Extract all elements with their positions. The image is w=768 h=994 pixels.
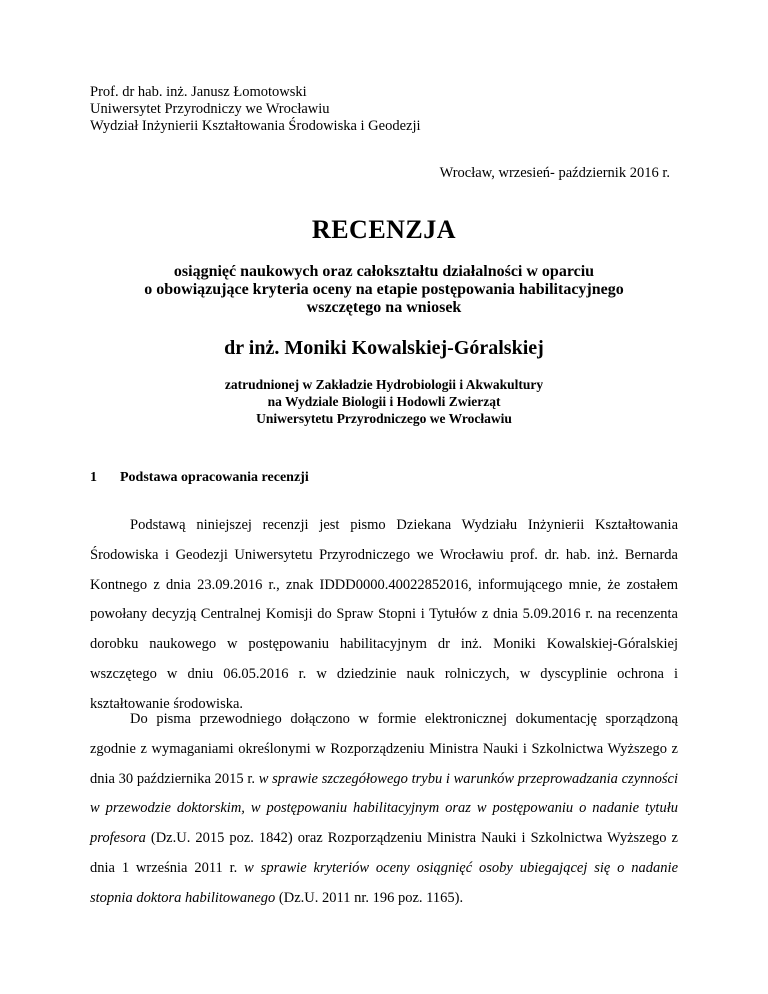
document-subtitle xyxy=(0,263,768,317)
paragraph-segment: Do pisma przewodniego dołączono w formie elektronicznej dokumentację sporządzoną zgodnie z wymaganiami określonymi w Rozporządzeniu Ministra Nauki i Szkolnictwa Wyższego z dnia 30 października 2015 r. xyxy=(90,711,678,787)
regulation-title-italic: w sprawie kryteriów oceny osiągnięć osoby ubiegającej się o nadanie stopnia doktora habilitowanego xyxy=(90,859,679,906)
subtitle-line: o obowiązujące kryteria oceny na etapie postępowania habilitacyjnego xyxy=(144,281,624,298)
author-name: Prof. dr hab. inż. Janusz Łomotowski xyxy=(90,84,307,100)
paragraph-text xyxy=(90,705,678,914)
paragraph-segment: (Dz.U. 2011 nr. 196 poz. 1165). xyxy=(275,889,464,906)
author-university: Uniwersytet Przyrodniczy we Wrocławiu xyxy=(90,101,330,117)
place-date: Wrocław, wrzesień- październik 2016 r. xyxy=(439,165,670,181)
employment-line: na Wydziale Biologii i Hodowli Zwierząt xyxy=(267,394,501,409)
candidate-employment xyxy=(0,376,768,427)
author-faculty: Wydział Inżynierii Kształtowania Środowiska i Geodezji xyxy=(90,118,421,134)
document-title: RECENZJA xyxy=(311,215,457,244)
subtitle-line: osiągnięć naukowych oraz całokształtu działalności w oparciu xyxy=(173,263,595,280)
employment-line: zatrudnionej w Zakładzie Hydrobiologii i Akwakultury xyxy=(224,377,544,392)
paragraph-2 xyxy=(90,705,678,914)
employment-line: Uniwersytetu Przyrodniczego we Wrocławiu xyxy=(256,411,512,426)
paragraph-segment: (Dz.U. 2015 poz. 1842) oraz Rozporządzeniu Ministra Nauki i Szkolnictwa Wyższego z dnia 1 września 2011 r. xyxy=(90,830,678,876)
candidate-name: dr inż. Moniki Kowalskiej-Góralskiej xyxy=(224,337,544,359)
paragraph-text: Podstawą niniejszej recenzji jest pismo Dziekana Wydziału Inżynierii Kształtowania Środowiska i Geodezji Uniwersytetu Przyrodniczego we Wrocławiu prof. dr. hab. inż. Bernarda Kontnego z dnia 23.09.2016 r., znak IDDD0000.40022852016, informującego mnie, że zostałem powołany decyzją Centralnej Komisji do Spraw Stopni i Tytułów z dnia 5.09.2016 r. na recenzenta dorobku naukowego w postępowaniu habilitacyjnym dr inż. Moniki Kowalskiej-Góralskiej wszczętego w dniu 06.05.2016 r. w dziedzinie nauk rolniczych, w dyscyplinie ochrona i kształtowanie środowiska. xyxy=(90,517,678,712)
paragraph-1 xyxy=(90,511,678,720)
section-title: Podstawa opracowania recenzji xyxy=(120,470,309,485)
section-number: 1 xyxy=(90,470,97,485)
author-block xyxy=(90,84,421,135)
regulation-title-italic: w sprawie szczegółowego trybu i warunków przeprowadzania czynności w przewodzie doktorskim, w postępowaniu habilitacyjnym oraz w postępowaniu o nadanie tytułu profesora xyxy=(90,770,678,847)
section-heading xyxy=(90,470,309,486)
subtitle-line: wszczętego na wniosek xyxy=(306,299,462,316)
